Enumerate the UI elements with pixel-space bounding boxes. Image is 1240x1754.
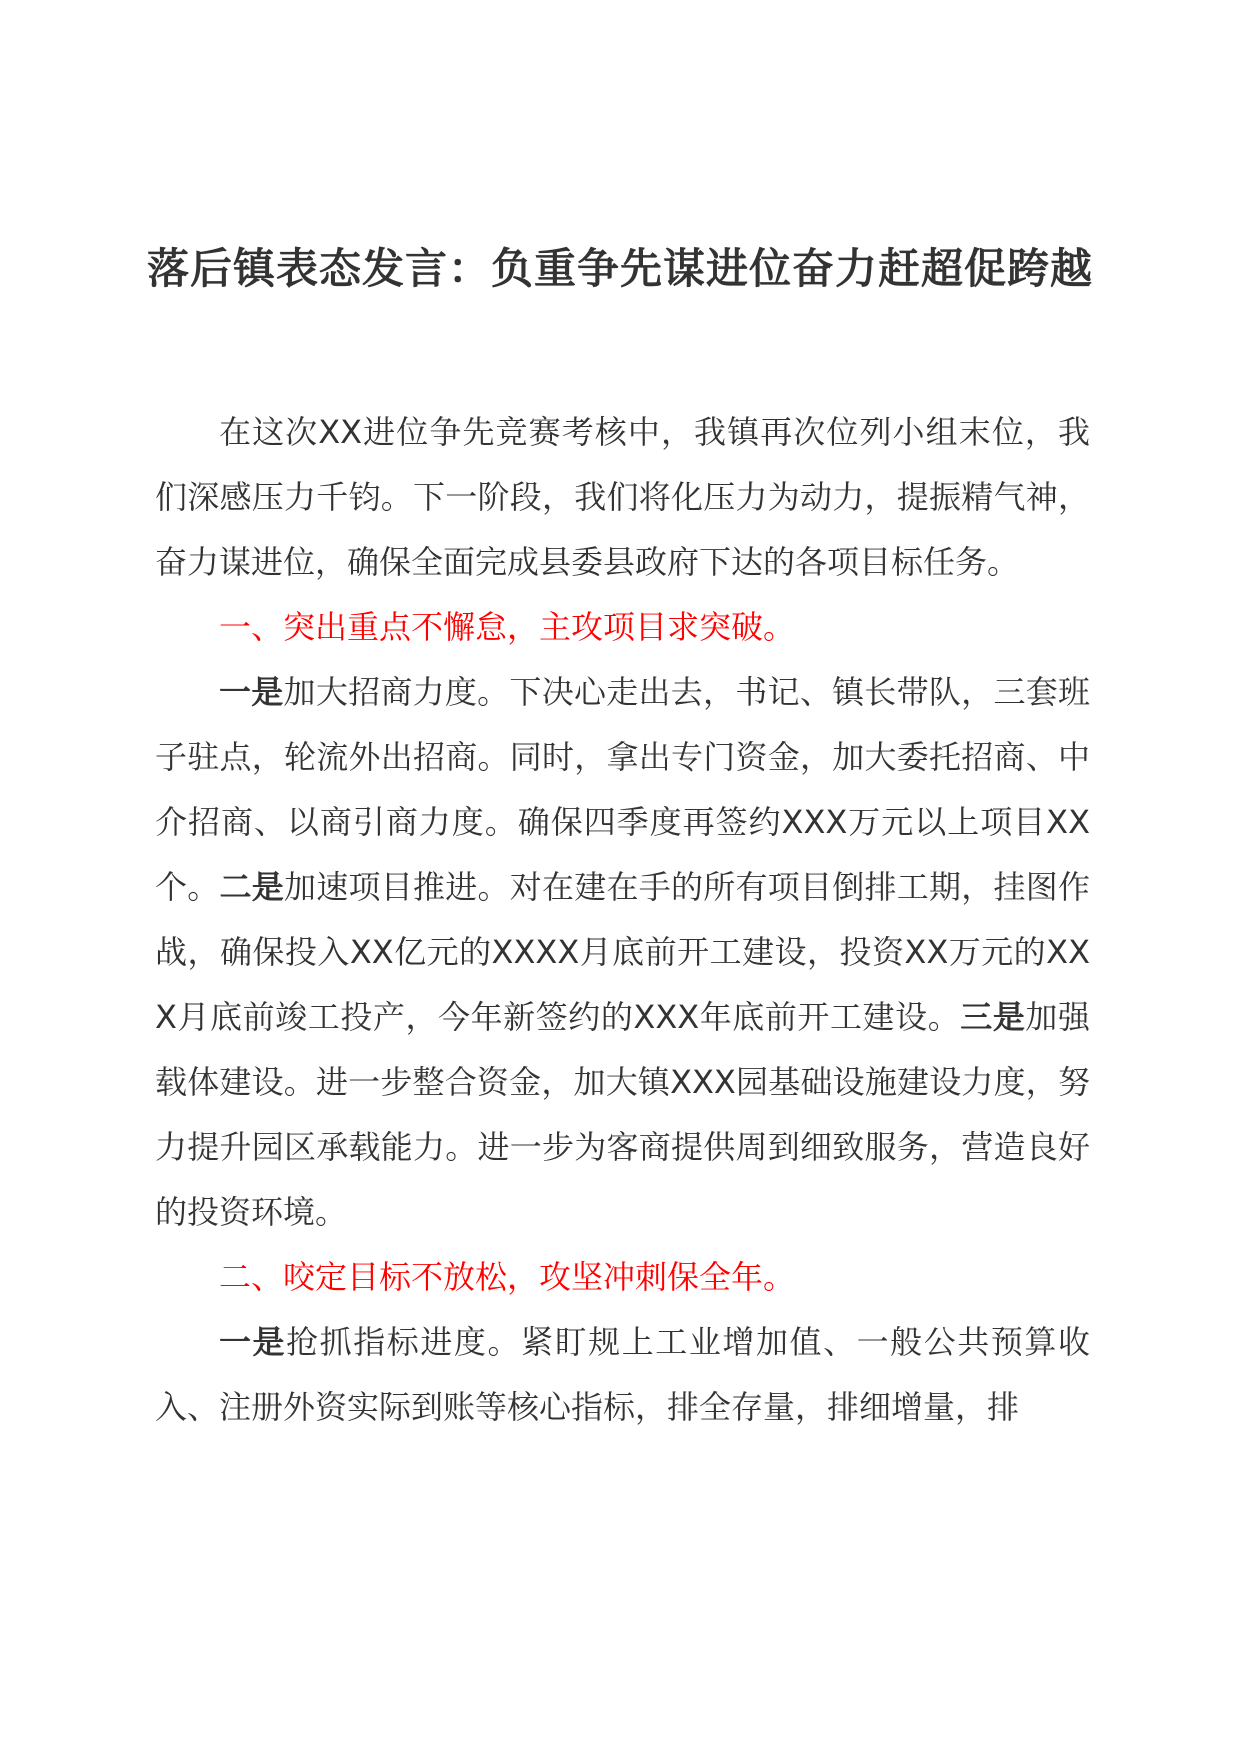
point-lead: 一是 xyxy=(219,673,284,711)
section-2-paragraph xyxy=(155,1310,1090,1440)
intro-paragraph: 在这次XX进位争先竞赛考核中，我镇再次位列小组末位，我们深感压力千钧。下一阶段，我们将化压力为动力，提振精气神，奋力谋进位，确保全面完成县委县政府下达的各项目标任务。 xyxy=(155,413,1090,581)
point-text: 加速项目推进。对在建在手的所有项目倒排工期，挂图作战，确保投入XX亿元的XXXX月底前开工建设，投资XX万元的XXX月底前竣工投产，今年新签约的XXX年底前开工建设。 xyxy=(155,868,1090,1036)
point-lead: 一是 xyxy=(219,1323,287,1361)
section-1-paragraph xyxy=(155,660,1090,1245)
point-lead: 二是 xyxy=(219,868,284,906)
document-title: 落后镇表态发言：负重争先谋进位奋力赶超促跨越 xyxy=(146,244,1093,293)
point-text: 加大招商力度。下决心走出去，书记、镇长带队，三套班子驻点，轮流外出招商。同时，拿出专门资金，加大委托招商、中介招商、以商引商力度。确保四季度再签约XXX万元以上项目XX个。 xyxy=(155,673,1090,906)
point-text: 加强载体建设。进一步整合资金，加大镇XXX园基础设施建设力度，努力提升园区承载能力。进一步为客商提供周到细致服务，营造良好的投资环境。 xyxy=(155,998,1090,1231)
document-body xyxy=(155,400,1090,1440)
point-text: 抢抓指标进度。紧盯规上工业增加值、一般公共预算收入、注册外资实际到账等核心指标，排全存量，排细增量，排 xyxy=(155,1323,1090,1426)
section-heading-2: 二、咬定目标不放松，攻坚冲刺保全年。 xyxy=(219,1258,796,1296)
point-lead: 三是 xyxy=(960,998,1026,1036)
section-heading-1: 一、突出重点不懈怠，主攻项目求突破。 xyxy=(219,608,796,646)
